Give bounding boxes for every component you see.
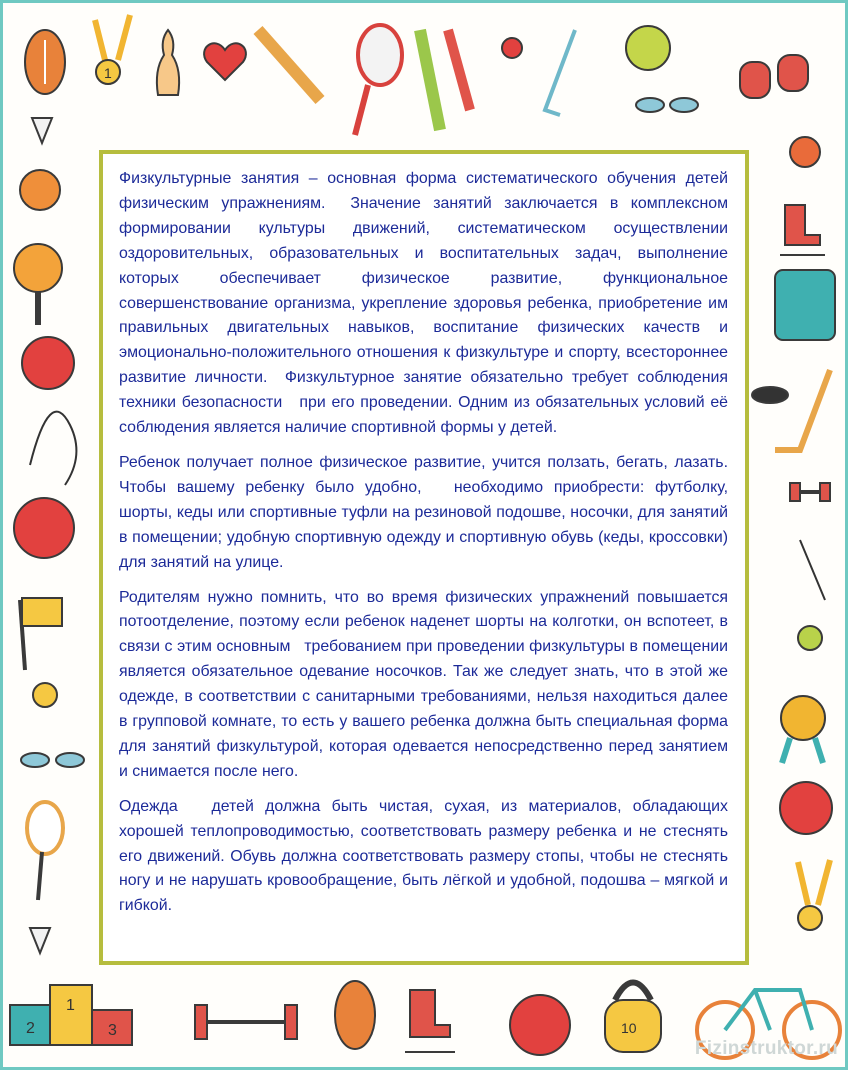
- podium-icon: [10, 985, 132, 1045]
- badminton-racket-icon: [27, 802, 63, 900]
- tennis-ball-icon: [790, 137, 820, 167]
- golf-club-icon: [545, 30, 575, 115]
- jump-rope-icon: [30, 412, 76, 485]
- bowling-ball-icon: [626, 26, 670, 70]
- rugby-ball-icon: [25, 30, 65, 94]
- svg-text:1: 1: [66, 997, 75, 1014]
- svg-text:1: 1: [104, 65, 112, 81]
- volleyball-icon: [14, 498, 74, 558]
- paragraph-3: Родителям нужно помнить, что во время физических упражнений повышается потоотделение, поэтому если ребенок наденет шорты на колготки, он вспотеет, в связи с этим основным требованием при проведении физкультуры в помещении является обязательное одевание носочков. Так же следует знать, что в этой же одежде, в соответствии с санитарными требованиями, нельзя находиться далее в групповой комнате, то есть у вашего ребенка должна быть специальная форма для занятий физкультурой, которая одевается непосредственно перед занятием и снимается после него.: [119, 588, 733, 780]
- boxing-gloves-icon: [740, 55, 808, 98]
- svg-text:10: 10: [621, 1020, 637, 1036]
- goggles-icon: [21, 753, 84, 767]
- skate-icon: [405, 990, 455, 1052]
- paragraph-2: Ребенок получает полное физическое развитие, учится ползать, бегать, лазать. Чтобы вашему ребенку было удобно, необходимо приобрести: футболку, шорты, кеды или спортивные туфли на резиновой подошве, носочки, для занятий в помещении; удобную спортивную одежду и спортивную обувь (кеды, кроссовки) для занятий на улице.: [119, 453, 733, 571]
- bowling-pin-icon: [157, 30, 179, 95]
- site-watermark: Fizinstruktor.ru: [694, 1038, 838, 1059]
- skate-icon: [780, 205, 825, 255]
- text-panel: [99, 150, 749, 965]
- paragraph-1: Физкультурные занятия – основная форма систематического обучения детей физическим упражнениям. Значение занятий заключается в комплексном формировании культуры движений, систематическом осуществлении оздоровительных, образовательных и воспитательных задач, выполнение которых обеспечивает физическое развитие, функциональное совершенствование организма, укрепление здоровья ребенка, приобретение им правильных двигательных навыков, воспитание физических качеств и эмоционально-положительного отношения к физкультуре и спорту, всестороннее развитие личности. Физкультурное занятие обязательно требует соблюдения техники безопасности при его проведении. Одним из обязательных условий её соблюдения является наличие спортивной формы у детей.: [119, 170, 733, 437]
- shuttlecock-icon: [30, 928, 50, 953]
- checkered-flag-icon: [20, 598, 62, 670]
- ping-pong-paddle-icon: [14, 244, 62, 325]
- billiard-ball-icon: [502, 38, 522, 58]
- dart-icon: [800, 540, 825, 600]
- shuttlecock-icon: [32, 118, 52, 143]
- basketball-icon: [20, 170, 60, 210]
- svg-text:2: 2: [26, 1020, 35, 1037]
- skis-icon: [420, 30, 470, 130]
- rugby-ball-icon: [335, 981, 375, 1049]
- medal-icon: [798, 860, 830, 930]
- dumbbell-icon: [790, 483, 830, 501]
- tennis-ball-icon: [798, 626, 822, 650]
- svg-text:3: 3: [108, 1022, 117, 1039]
- baseball-icon: [33, 683, 57, 707]
- heart-icon: [204, 43, 246, 80]
- barbell-icon: [195, 1005, 297, 1039]
- kettlebell-icon: [605, 983, 661, 1053]
- paragraph-4: Одежда детей должна быть чистая, сухая, из материалов, обладающих хорошей теплопроводимостью, соответствовать размеру ребенка и не стеснять его движений. Обувь должна соответствовать размеру стопы, чтобы не стеснять ногу и не нарушать кровообращение, быть лёгкой и удобной, подошва – мягкой и гибкой.: [119, 797, 733, 915]
- soccer-ball-icon: [22, 337, 74, 389]
- hockey-stick-icon: [752, 370, 830, 450]
- medal-icon: [95, 15, 130, 84]
- award-rosette-icon: [781, 696, 825, 763]
- tennis-racket-icon: [355, 25, 402, 135]
- goggles-icon: [636, 98, 698, 112]
- bat-icon: [258, 30, 320, 100]
- scale-icon: [775, 270, 835, 340]
- soccer-ball-icon: [780, 782, 832, 834]
- volleyball-icon: [510, 995, 570, 1055]
